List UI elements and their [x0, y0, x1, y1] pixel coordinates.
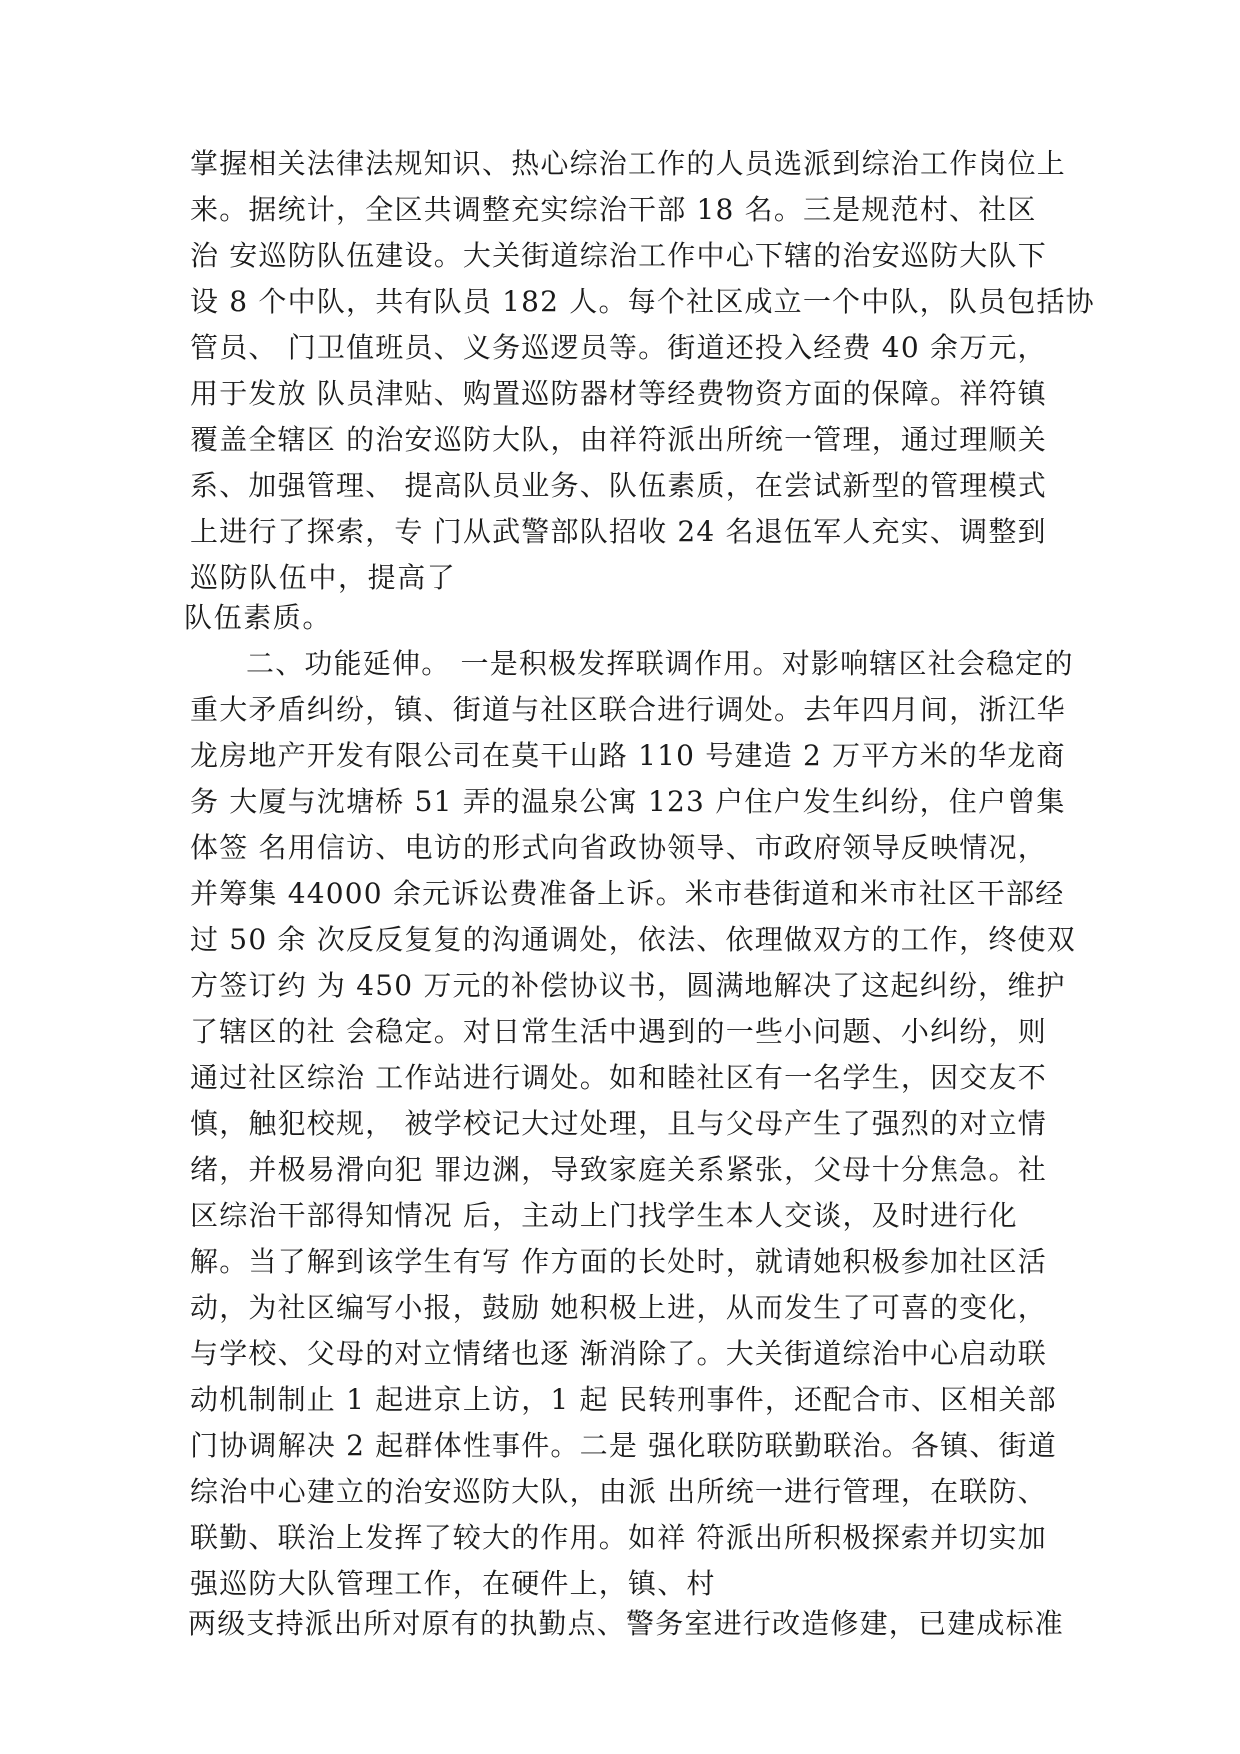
text-line: 绪，并极易滑向犯 罪边渊，导致家庭关系紧张，父母十分焦急。社: [190, 1153, 1047, 1186]
text-line: 巡防队伍中，提高了: [190, 561, 457, 594]
text-line: 方签订约 为 450 万元的补偿协议书，圆满地解决了这起纠纷，维护: [190, 969, 1066, 1002]
text-line: 过 50 余 次反反复复的沟通调处，依法、依理做双方的工作，终使双: [190, 923, 1076, 956]
text-line: 动机制制止 1 起进京上访，1 起 民转刑事件，还配合市、区相关部: [190, 1383, 1057, 1416]
text-line: 慎，触犯校规， 被学校记大过处理，且与父母产生了强烈的对立情: [190, 1107, 1047, 1140]
text-line: 队伍素质。: [184, 601, 333, 634]
text-line: 与学校、父母的对立情绪也逐 渐消除了。大关街道综治中心启动联: [190, 1337, 1047, 1370]
text-line: 动，为社区编写小报，鼓励 她积极上进，从而发生了可喜的变化，: [190, 1291, 1047, 1324]
text-line: 门协调解决 2 起群体性事件。二是 强化联防联勤联治。各镇、街道: [190, 1429, 1057, 1462]
text-line: 综治中心建立的治安巡防大队，由派 出所统一进行管理，在联防、: [190, 1475, 1047, 1508]
text-line: 通过社区综治 工作站进行调处。如和睦社区有一名学生，因交友不: [190, 1061, 1047, 1094]
text-line: 掌握相关法律法规知识、热心综治工作的人员选派到综治工作岗位上: [190, 147, 1067, 180]
text-line: 来。据统计，全区共调整充实综治干部 18 名。三是规范村、社区: [190, 193, 1037, 226]
text-line: 区综治干部得知情况 后，主动上门找学生本人交谈，及时进行化: [190, 1199, 1018, 1232]
text-line: 上进行了探索，专 门从武警部队招收 24 名退伍军人充实、调整到: [190, 515, 1047, 548]
text-line: 重大矛盾纠纷，镇、街道与社区联合进行调处。去年四月间，浙江华: [190, 693, 1067, 726]
text-line: 务 大厦与沈塘桥 51 弄的温泉公寓 123 户住户发生纠纷，住户曾集: [190, 785, 1066, 818]
text-line: 强巡防大队管理工作，在硬件上，镇、村: [190, 1567, 716, 1600]
text-line: 二、功能延伸。 一是积极发挥联调作用。对影响辖区社会稳定的: [246, 647, 1074, 680]
text-line: 体签 名用信访、电访的形式向省政协领导、市政府领导反映情况，: [190, 831, 1047, 864]
text-line: 系、加强管理、 提高队员业务、队伍素质，在尝试新型的管理模式: [190, 469, 1047, 502]
text-line: 解。当了解到该学生有写 作方面的长处时，就请她积极参加社区活: [190, 1245, 1047, 1278]
text-line: 两级支持派出所对原有的执勤点、警务室进行改造修建，已建成标准: [188, 1607, 1065, 1640]
text-line: 覆盖全辖区 的治安巡防大队，由祥符派出所统一管理，通过理顺关: [190, 423, 1047, 456]
text-line: 并筹集 44000 余元诉讼费准备上诉。米市巷街道和米市社区干部经: [190, 877, 1065, 910]
text-line: 设 8 个中队，共有队员 182 人。每个社区成立一个中队，队员包括协: [190, 285, 1095, 318]
text-line: 了辖区的社 会稳定。对日常生活中遇到的一些小问题、小纠纷，则: [190, 1015, 1047, 1048]
text-line: 管员、 门卫值班员、义务巡逻员等。街道还投入经费 40 余万元，: [190, 331, 1047, 364]
text-line: 用于发放 队员津贴、购置巡防器材等经费物资方面的保障。祥符镇: [190, 377, 1047, 410]
text-line: 联勤、联治上发挥了较大的作用。如祥 符派出所积极探索并切实加: [190, 1521, 1047, 1554]
text-line: 治 安巡防队伍建设。大关街道综治工作中心下辖的治安巡防大队下: [190, 239, 1047, 272]
text-line: 龙房地产开发有限公司在莫干山路 110 号建造 2 万平方米的华龙商: [190, 739, 1066, 772]
